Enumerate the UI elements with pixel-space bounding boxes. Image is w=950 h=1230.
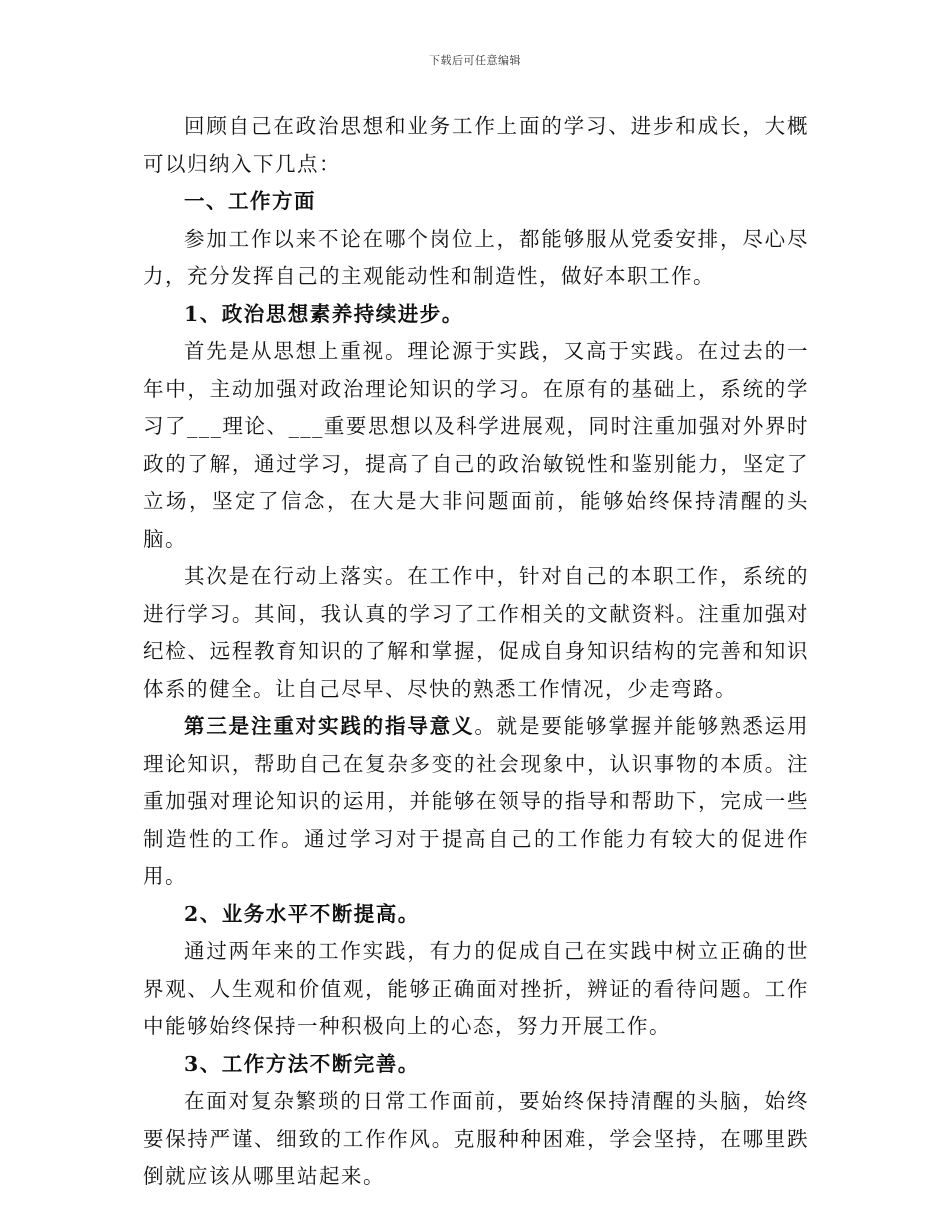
page-header: 下载后可任意编辑	[429, 54, 521, 67]
intro-paragraph: 回顾自己在政治思想和业务工作上面的学习、进步和成长，大概可以归纳入下几点：	[143, 114, 809, 176]
practice-lead-phrase: 第三是注重对实践的指导意义	[184, 714, 475, 738]
document-body	[143, 108, 809, 1196]
item-heading-business: 2、业务水平不断提高。	[184, 901, 420, 926]
section-work-paragraph: 参加工作以来不论在哪个岗位上，都能够服从党委安排，尽心尽力，充分发挥自己的主观能动性和制造性，做好本职工作。	[143, 226, 809, 288]
item-heading-method: 3、工作方法不断完善。	[184, 1051, 420, 1076]
political-paragraph-1: 首先是从思想上重视。理论源于实践，又高于实践。在过去的一年中，主动加强对政治理论知识的学习。在原有的基础上，系统的学习了___理论、___重要思想以及科学进展观，同时注重加强对外界时政的了解，通过学习，提高了自己的政治敏锐性和鉴别能力，坚定了立场，坚定了信念，在大是大非问题面前，能够始终保持清醒的头脑。	[143, 339, 809, 551]
political-paragraph-2: 其次是在行动上落实。在工作中，针对自己的本职工作，系统的进行学习。其间，我认真的学习了工作相关的文献资料。注重加强对纪检、远程教育知识的了解和掌握，促成自身知识结构的完善和知识体系的健全。让自己尽早、尽快的熟悉工作情况，少走弯路。	[143, 564, 809, 701]
practice-rest-text: 。就是要能够掌握并能够熟悉运用理论知识，帮助自己在复杂多变的社会现象中，认识事物的本质。注重加强对理论知识的运用，并能够在领导的指导和帮助下，完成一些制造性的工作。通过学习对于提高自己的工作能力有较大的促进作用。	[143, 714, 810, 888]
political-paragraph-3	[143, 708, 809, 896]
item-heading-political: 1、政治思想素养持续进步。	[184, 301, 464, 326]
method-paragraph: 在面对复杂繁琐的日常工作面前，要始终保持清醒的头脑，始终要保持严谨、细致的工作作风。克服种种困难，学会坚持，在哪里跌倒就应该从哪里站起来。	[143, 1089, 809, 1188]
business-paragraph: 通过两年来的工作实践，有力的促成自己在实践中树立正确的世界观、人生观和价值观，能够正确面对挫折，辨证的看待问题。工作中能够始终保持一种积极向上的心态，努力开展工作。	[143, 939, 809, 1038]
section-heading-work: 一、工作方面	[184, 189, 316, 213]
